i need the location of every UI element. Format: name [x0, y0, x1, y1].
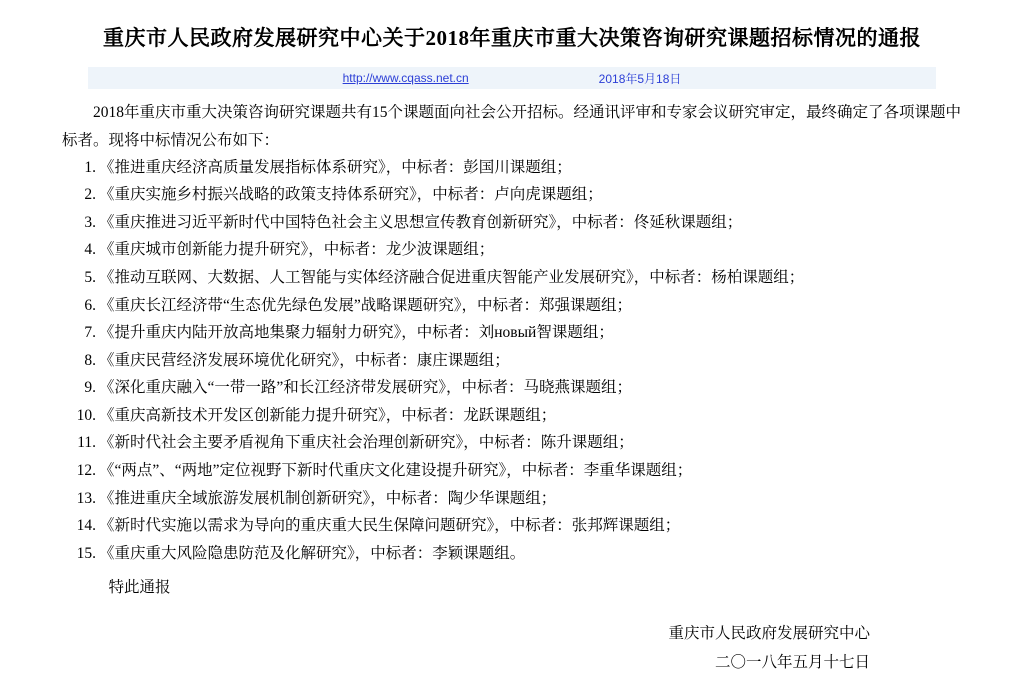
list-item-text: 《新时代实施以需求为导向的重庆重大民生保障问题研究》，中标者：张邦辉课题组；	[99, 517, 681, 535]
list-item-number: 3.	[84, 213, 96, 231]
list-item-number: 5.	[84, 268, 96, 286]
meta-bar	[88, 67, 936, 89]
list-item-text: 《新时代社会主要矛盾视角下重庆社会治理创新研究》，中标者：陈升课题组；	[99, 434, 634, 452]
intro-paragraph: 2018年重庆市重大决策咨询研究课题共有15个课题面向社会公开招标。经通讯评审和专家会议研究审定，最终确定了各项课题中标者。现将中标情况公布如下：	[62, 104, 962, 149]
project-list	[62, 154, 962, 568]
list-item	[62, 236, 962, 264]
list-item-text: 《重庆重大风险隐患防范及化解研究》，中标者：李颖课题组。	[99, 544, 526, 562]
list-item-number: 12.	[76, 462, 96, 479]
list-item-number: 2.	[84, 186, 96, 204]
list-item-text: 《重庆长江经济带“生态优先绿色发展”战略课题研究》，中标者：郑强课题组；	[99, 296, 633, 314]
page-title: 重庆市人民政府发展研究中心关于2018年重庆市重大决策咨询研究课题招标情况的通报	[103, 26, 921, 50]
list-item	[62, 429, 962, 457]
list-item-text: 《推进重庆经济高质量发展指标体系研究》，中标者：彭国川课题组；	[99, 158, 572, 176]
signature-date: 二〇一八年五月十七日	[714, 653, 870, 671]
list-item-number: 10.	[76, 406, 96, 424]
list-item	[62, 402, 962, 430]
list-item-number: 13.	[76, 489, 96, 507]
list-item-number: 6.	[84, 296, 96, 314]
list-item-text: 《重庆高新技术开发区创新能力提升研究》，中标者：龙跃课题组；	[99, 406, 557, 424]
list-item-text: 《重庆城市创新能力提升研究》，中标者：龙少波课题组；	[99, 241, 495, 259]
list-item	[62, 264, 962, 292]
signature-block	[62, 620, 962, 677]
list-item-number: 7.	[84, 324, 96, 342]
list-item-text: 《推动互联网、大数据、人工智能与实体经济融合促进重庆智能产业发展研究》，中标者：杨柏课题组；	[99, 268, 805, 286]
document-body	[62, 99, 962, 677]
list-item-text: 《深化重庆融入“一带一路”和长江经济带发展研究》，中标者：马晓燕课题组；	[99, 379, 633, 397]
list-item-number: 1.	[84, 158, 96, 176]
list-item	[62, 374, 962, 402]
list-item	[62, 347, 962, 375]
list-item	[62, 154, 962, 182]
list-item-number: 11.	[77, 434, 96, 452]
list-item-number: 14.	[76, 517, 96, 535]
source-url-link[interactable]: http://www.cqass.net.cn	[342, 71, 469, 86]
list-item-text: 《“两点”、“两地”定位视野下新时代重庆文化建设提升研究》，中标者：李重华课题组；	[99, 462, 693, 479]
list-item	[62, 540, 962, 568]
list-item	[62, 181, 962, 209]
list-item-text: 《提升重庆内陆开放高地集聚力辐射力研究》，中标者：刘новый智课题组；	[99, 324, 614, 342]
list-item	[62, 485, 962, 513]
list-item-number: 9.	[84, 379, 96, 397]
list-item	[62, 512, 962, 540]
list-item-text: 《重庆推进习近平新时代中国特色社会主义思想宣传教育创新研究》，中标者：佟延秋课题组；	[99, 213, 743, 231]
signature-organization: 重庆市人民政府发展研究中心	[668, 624, 870, 642]
list-item-number: 15.	[76, 544, 96, 562]
list-item-text: 《重庆民营经济发展环境优化研究》，中标者：康庄课题组；	[99, 351, 510, 369]
list-item-number: 8.	[84, 351, 96, 369]
closing-line: 特此通报	[108, 579, 171, 597]
list-item-text: 《推进重庆全域旅游发展机制创新研究》，中标者：陶少华课题组；	[99, 489, 557, 507]
list-item	[62, 457, 962, 485]
list-item	[62, 319, 962, 347]
list-item	[62, 209, 962, 237]
list-item	[62, 292, 962, 320]
list-item-number: 4.	[84, 241, 96, 259]
publish-date: 2018年5月18日	[598, 71, 682, 86]
document-page	[0, 24, 1024, 671]
list-item-text: 《重庆实施乡村振兴战略的政策支持体系研究》，中标者：卢向虎课题组；	[99, 186, 603, 204]
